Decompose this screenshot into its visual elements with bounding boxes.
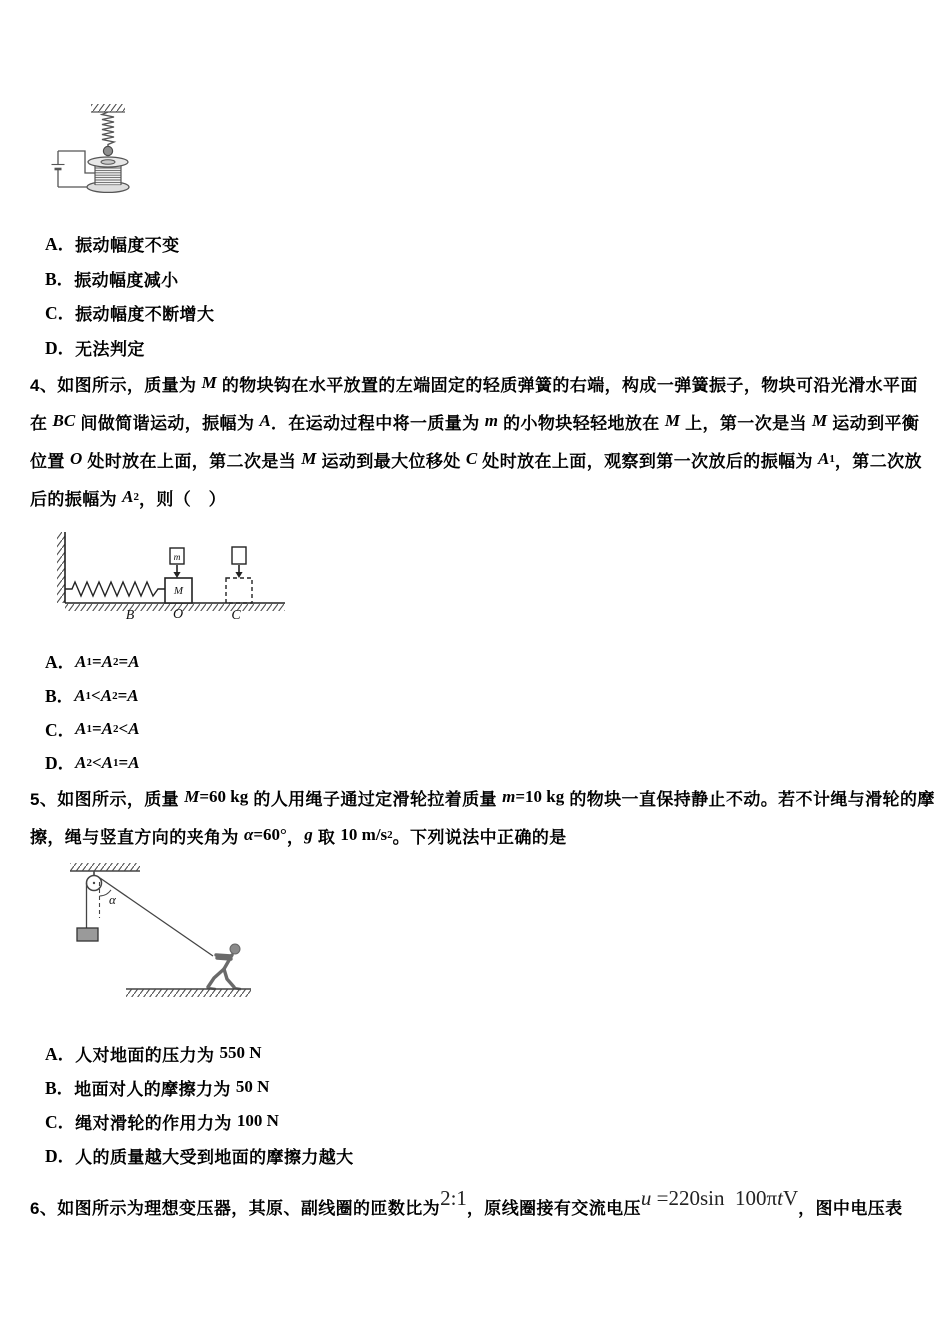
rope-to-person [100,878,213,956]
figure-q5-pulley-person [68,858,263,1000]
q6-stem [30,1186,925,1224]
q5-option-d: D． 人的质量越大受到地面的摩擦力越大 [45,1145,354,1167]
q4-line2: 在 BC 间做简谐运动，振幅为 A ．在运动过程中将一质量为 m 的小物块轻轻地放在 M 上，第一次是当 M 运动到平衡 [30,411,920,433]
q4-option-b: B． A 1 < A 2 = A [45,685,139,707]
horizontal-spring [65,582,165,596]
vertical-spring [102,112,114,146]
figure-q4-spring-oscillator [50,524,290,624]
q5-option-b: B． 地面对人的摩擦力为 50 N [45,1077,270,1099]
q3-option-c: C． 振动幅度不断增大 [45,303,215,325]
ceiling-hatch [91,104,125,112]
q5-option-c: C． 绳对滑轮的作用力为 100 N [45,1111,279,1133]
q4-line4: 后的振幅为 A 2 ，则（ ） [30,487,226,509]
arrow-m-head [173,572,180,578]
q5-line2: 擦，绳与竖直方向的夹角为 α =60° ， g 取 10 m/s 2 。下列说法中正确的是 [30,825,567,847]
block-m-label: m [173,553,181,563]
q5-option-a: A． 人对地面的压力为 550 N [45,1043,262,1065]
person-pulling [208,944,240,989]
label-B: B [125,608,135,623]
block-M-label: M [173,585,184,597]
q3-options [45,226,214,365]
wall-hatch [57,532,65,603]
ball [103,146,112,155]
q4-option-a: A． A 1 = A 2 = A [45,651,140,673]
block-dashed-C [226,578,252,603]
q3-option-d: D． 无法判定 [45,337,145,359]
q5-line1: 5、如图所示，质量 M =60 kg 的人用绳子通过定滑轮拉着质量 m =10 kg 的物块一直保持静止不动。若不计绳与滑轮的摩 [30,787,935,809]
q4-line3: 位置 O 处时放在上面，第二次是当 M 运动到最大位移处 C 处时放在上面，观察到第一次放后的振幅为 A 1 ，第二次放 [30,449,922,471]
block-above-C [232,547,246,564]
pulley-axle [93,882,95,884]
q6-line1: 6、如图所示为理想变压器，其原、副线圈的匝数比为2:1，原线圈接有交流电压u =220sin 100πtV，图中电压表 [30,1186,903,1218]
q5-stem [30,778,935,854]
label-O: O [172,607,184,622]
hanging-block [77,928,98,941]
arrow-c-head [235,572,242,578]
figure-q3-spring-solenoid [45,95,140,207]
ground-hatch [126,989,251,997]
q4-stem [30,364,925,516]
q4-option-c: C． A 1 = A 2 < A [45,719,140,740]
q3-option-a: A． 振动幅度不变 [45,233,180,255]
label-C: C [231,608,241,623]
q4-option-d: D． A 2 < A 1 = A [45,752,140,774]
angle-label: α [109,892,116,907]
circuit-wires [58,151,95,187]
q4-options [45,645,140,780]
q4-line1: 4、如图所示，质量为 M 的物块钩在水平放置的左端固定的轻质弹簧的右端，构成一弹簧振子，物块可沿光滑水平面 [30,373,918,395]
ceiling-hatch [70,863,140,871]
spool-hole [101,160,115,165]
q3-option-b: B． 振动幅度减小 [45,268,179,290]
q5-options [45,1036,354,1172]
